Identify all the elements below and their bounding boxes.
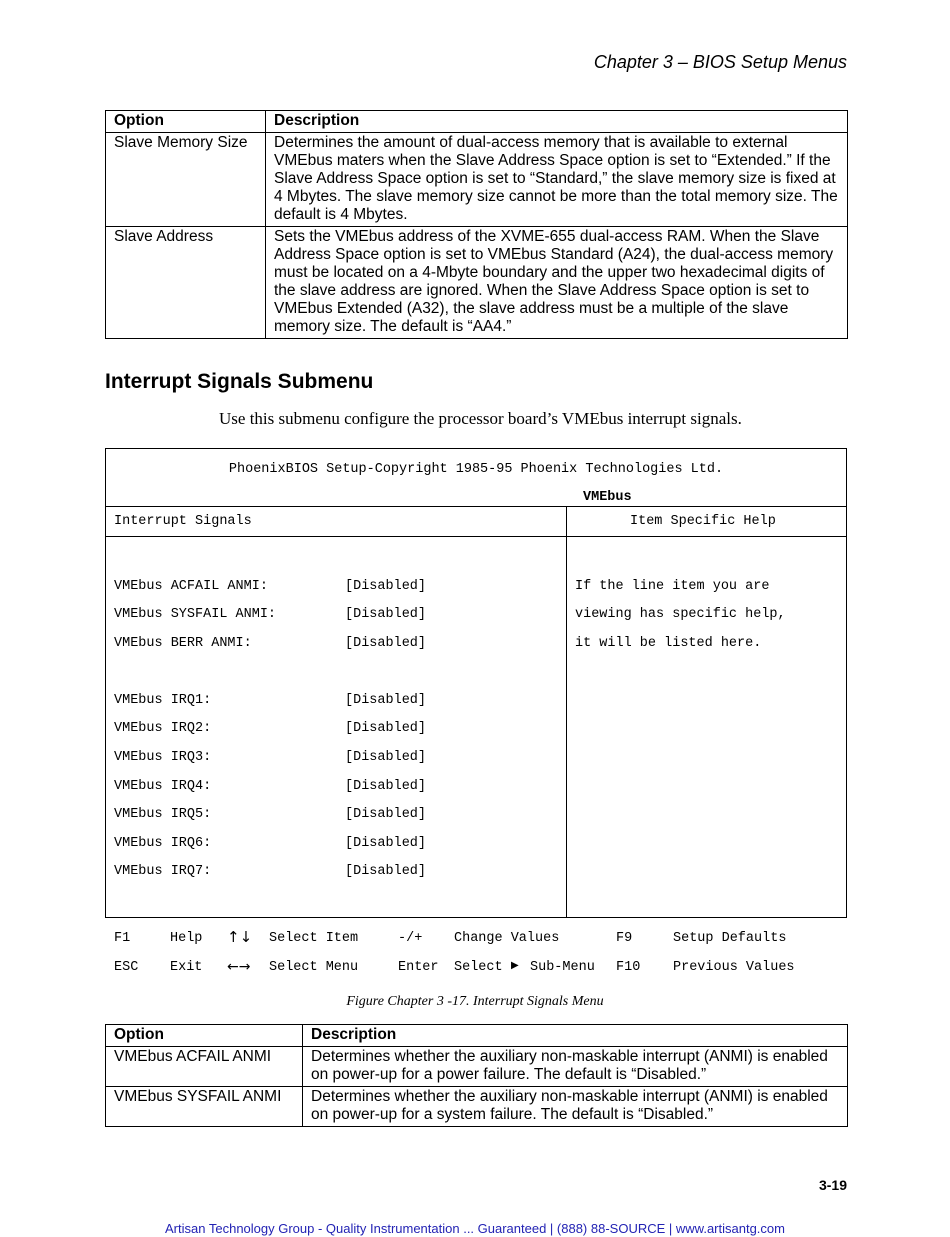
help-text-line: it will be listed here. (575, 636, 762, 651)
key-f10: F10 (616, 960, 641, 975)
key-f1: F1 (114, 931, 131, 946)
intro-text: Use this submenu configure the processor board’s VMEbus interrupt signals. (219, 409, 742, 428)
key-action-select-item: Select Item (269, 931, 359, 946)
bios-item-irq7[interactable] (114, 864, 427, 924)
bios-item-value[interactable]: [Disabled] (345, 693, 427, 708)
bios-item-label: VMEbus IRQ4: (114, 779, 212, 794)
footer-banner[interactable]: Artisan Technology Group - Quality Instrumentation ... Guaranteed | (888) 88-SOURCE | www.artisantg.com (165, 1221, 785, 1236)
description-cell: Determines the amount of dual-access memory that is available to external VMEbus maters when the Slave Address Space option is set to “Extended.” If the Slave Address Space option is set to “Standard,” the slave memory size is fixed at 4 Mbytes. The slave memory size cannot be more than the total memory size. The default is 4 Mbytes. (266, 133, 848, 227)
table-row (106, 1047, 848, 1087)
bios-item-value[interactable]: [Disabled] (345, 607, 427, 622)
bios-item-value[interactable]: [Disabled] (345, 750, 427, 765)
key-action-help: Help (170, 931, 203, 946)
bios-item-value[interactable]: [Disabled] (345, 636, 427, 651)
column-header-option: Option (106, 111, 266, 133)
table-row (106, 227, 848, 339)
bios-item-value[interactable]: [Disabled] (345, 579, 427, 594)
bios-menu-title: VMEbus (583, 490, 632, 505)
key-action-exit: Exit (170, 960, 203, 975)
option-cell: Slave Memory Size (106, 133, 266, 227)
section-heading: Interrupt Signals Submenu (105, 370, 374, 393)
bios-item-label: VMEbus IRQ6: (114, 836, 212, 851)
bios-screen (105, 448, 847, 918)
key-plus-minus: -/+ (398, 931, 423, 946)
bios-panel-title: Interrupt Signals (114, 514, 252, 529)
bios-help-title: Item Specific Help (630, 514, 776, 529)
key-esc: ESC (114, 960, 139, 975)
column-header-option: Option (106, 1025, 303, 1047)
triangle-right-icon: ▶ (511, 960, 519, 971)
divider (106, 506, 846, 507)
help-text-line: viewing has specific help, (575, 607, 786, 622)
bios-item-value[interactable]: [Disabled] (345, 807, 427, 822)
column-header-description: Description (303, 1025, 848, 1047)
bios-item-label: VMEbus IRQ7: (114, 864, 212, 879)
description-cell: Sets the VMEbus address of the XVME-655 dual-access RAM. When the Slave Address Space option is set to VMEbus Standard (A24), the dual-access memory must be located on a 4-Mbyte boundary and the upper two hexadecimal digits of the slave address are ignored. When the Slave Address Space option is set to VMEbus Extended (A32), the slave address must be a multiple of the slave memory size. The default is “AA4.” (266, 227, 848, 339)
bios-item-label: VMEbus IRQ3: (114, 750, 212, 765)
description-cell: Determines whether the auxiliary non-maskable interrupt (ANMI) is enabled on power-up for a system failure. The default is “Disabled.” (303, 1087, 848, 1127)
key-action-select: Select (454, 960, 503, 975)
option-cell: VMEbus ACFAIL ANMI (106, 1047, 303, 1087)
key-action-setup-defaults: Setup Defaults (673, 931, 787, 946)
bios-copyright: PhoenixBIOS Setup-Copyright 1985-95 Phoenix Technologies Ltd. (228, 462, 724, 477)
bios-item-label: VMEbus IRQ2: (114, 721, 212, 736)
key-f9: F9 (616, 931, 633, 946)
bios-item-value[interactable]: [Disabled] (345, 864, 427, 879)
options-table-slave (105, 110, 848, 339)
bios-item-value[interactable]: [Disabled] (345, 779, 427, 794)
bios-item-value[interactable]: [Disabled] (345, 721, 427, 736)
bios-item-label: VMEbus IRQ1: (114, 693, 212, 708)
bios-item-label: VMEbus BERR ANMI: (114, 636, 252, 651)
option-cell: Slave Address (106, 227, 266, 339)
bios-item-label: VMEbus ACFAIL ANMI: (114, 579, 268, 594)
key-action-sub-menu: Sub-Menu (530, 960, 595, 975)
divider (566, 506, 567, 917)
table-row (106, 1087, 848, 1127)
option-cell: VMEbus SYSFAIL ANMI (106, 1087, 303, 1127)
left-right-arrows-icon: ←→ (227, 959, 251, 975)
page-number: 3-19 (818, 1177, 847, 1193)
table-header-row (106, 1025, 848, 1047)
table-header-row (106, 111, 848, 133)
key-action-select-menu: Select Menu (269, 960, 359, 975)
divider (106, 536, 846, 537)
running-header: Chapter 3 – BIOS Setup Menus (593, 52, 847, 72)
bios-item-berr-anmi[interactable] (114, 636, 427, 696)
bios-item-label: VMEbus IRQ5: (114, 807, 212, 822)
key-action-previous-values: Previous Values (673, 960, 795, 975)
table-row (106, 133, 848, 227)
key-action-change-values: Change Values (454, 931, 560, 946)
column-header-description: Description (266, 111, 848, 133)
bios-item-value[interactable]: [Disabled] (345, 836, 427, 851)
figure-caption: Figure Chapter 3 -17. Interrupt Signals Menu (346, 994, 604, 1009)
key-enter: Enter (398, 960, 439, 975)
help-text-line: If the line item you are (575, 579, 770, 594)
bios-item-label: VMEbus SYSFAIL ANMI: (114, 607, 277, 622)
description-cell: Determines whether the auxiliary non-maskable interrupt (ANMI) is enabled on power-up for a power failure. The default is “Disabled.” (303, 1047, 848, 1087)
up-down-arrows-icon: ↑↓ (227, 928, 253, 946)
options-table-interrupts (105, 1024, 848, 1127)
